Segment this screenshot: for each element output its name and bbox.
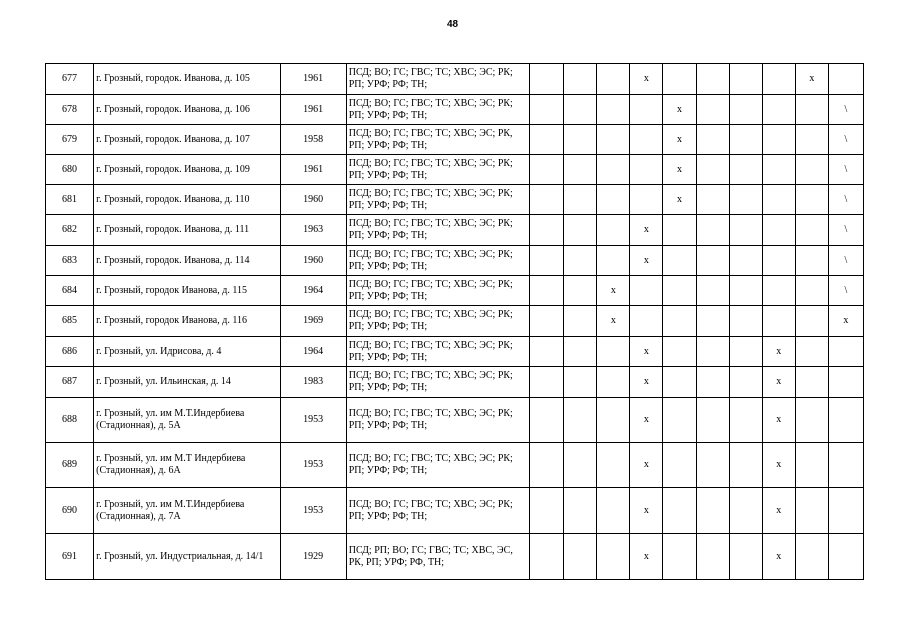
mark-cell: [729, 64, 762, 95]
mark-cell: [762, 125, 795, 155]
table-row: [46, 125, 864, 155]
works-list-cell: ПСД; ВО; ГС; ГВС; ТС; ХВС; ЭС; РК; РП; УРФ; РФ; ТН;: [346, 337, 529, 367]
mark-cell: \: [828, 155, 863, 185]
mark-cell: [530, 337, 564, 367]
mark-cell: [762, 306, 795, 337]
mark-cell: [696, 215, 729, 246]
mark-cell: х: [663, 185, 696, 215]
address-cell: г. Грозный, городок. Иванова, д. 106: [94, 95, 280, 125]
mark-cell: [795, 367, 828, 398]
address-cell: г. Грозный, ул. Индустриальная, д. 14/1: [94, 534, 280, 580]
mark-cell: [530, 488, 564, 534]
mark-cell: [762, 276, 795, 306]
mark-cell: [696, 398, 729, 443]
mark-cell: [597, 215, 630, 246]
works-list-cell: ПСД; ВО; ГС; ГВС; ТС; ХВС; ЭС; РК, РП; УРФ; РФ; ТН;: [346, 125, 529, 155]
mark-cell: х: [597, 306, 630, 337]
mark-cell: х: [630, 534, 663, 580]
mark-cell: [597, 95, 630, 125]
mark-cell: [762, 246, 795, 276]
mark-cell: [597, 398, 630, 443]
mark-cell: [597, 337, 630, 367]
mark-cell: [828, 443, 863, 488]
row-number-cell: 679: [46, 125, 94, 155]
mark-cell: [762, 155, 795, 185]
mark-cell: [663, 276, 696, 306]
mark-cell: [663, 488, 696, 534]
mark-cell: [828, 398, 863, 443]
year-cell: 1953: [280, 488, 346, 534]
mark-cell: [795, 185, 828, 215]
mark-cell: х: [630, 443, 663, 488]
mark-cell: \: [828, 276, 863, 306]
mark-cell: х: [630, 398, 663, 443]
mark-cell: [597, 534, 630, 580]
address-cell: г. Грозный, ул. им М.Т.Индербиева (Стадионная), д. 5А: [94, 398, 280, 443]
mark-cell: х: [597, 276, 630, 306]
mark-cell: [729, 306, 762, 337]
table-row: [46, 215, 864, 246]
mark-cell: [564, 398, 597, 443]
row-number-cell: 686: [46, 337, 94, 367]
mark-cell: [729, 488, 762, 534]
page-number: 48: [446, 19, 459, 30]
mark-cell: [564, 443, 597, 488]
mark-cell: \: [828, 185, 863, 215]
table-row: [46, 443, 864, 488]
mark-cell: [630, 185, 663, 215]
mark-cell: [630, 155, 663, 185]
works-list-cell: ПСД; ВО; ГС; ГВС; ТС; ХВС; ЭС; РК; РП; УРФ; РФ; ТН;: [346, 246, 529, 276]
row-number-cell: 680: [46, 155, 94, 185]
mark-cell: [828, 488, 863, 534]
mark-cell: [729, 155, 762, 185]
mark-cell: [795, 276, 828, 306]
works-list-cell: ПСД; ВО; ГС; ГВС; ТС; ХВС; ЭС; РК; РП; УРФ; РФ; ТН;: [346, 215, 529, 246]
mark-cell: [530, 306, 564, 337]
year-cell: 1964: [280, 337, 346, 367]
mark-cell: [663, 443, 696, 488]
mark-cell: [696, 306, 729, 337]
works-list-cell: ПСД; ВО; ГС; ГВС; ТС; ХВС; ЭС; РК; РП; УРФ; РФ; ТН;: [346, 443, 529, 488]
mark-cell: [663, 534, 696, 580]
row-number-cell: 683: [46, 246, 94, 276]
works-list-cell: ПСД; ВО; ГС; ГВС; ТС; ХВС; ЭС; РК; РП; УРФ; РФ; ТН;: [346, 185, 529, 215]
mark-cell: \: [828, 125, 863, 155]
works-list-cell: ПСД; ВО; ГС; ГВС; ТС; ХВС; ЭС; РК; РП; УРФ; РФ; ТН;: [346, 488, 529, 534]
works-list-cell: ПСД; ВО; ГС; ГВС; ТС; ХВС; ЭС; РК; РП; УРФ; РФ; ТН;: [346, 95, 529, 125]
year-cell: 1953: [280, 443, 346, 488]
mark-cell: [729, 337, 762, 367]
row-number-cell: 678: [46, 95, 94, 125]
address-cell: г. Грозный, ул. Идрисова, д. 4: [94, 337, 280, 367]
table-row: [46, 488, 864, 534]
mark-cell: х: [630, 246, 663, 276]
mark-cell: х: [762, 488, 795, 534]
mark-cell: [530, 534, 564, 580]
mark-cell: [663, 337, 696, 367]
mark-cell: [597, 155, 630, 185]
table-row: [46, 155, 864, 185]
mark-cell: х: [795, 64, 828, 95]
year-cell: 1953: [280, 398, 346, 443]
mark-cell: [696, 488, 729, 534]
mark-cell: [597, 443, 630, 488]
year-cell: 1960: [280, 185, 346, 215]
mark-cell: [564, 534, 597, 580]
mark-cell: [795, 443, 828, 488]
mark-cell: [597, 367, 630, 398]
mark-cell: [696, 155, 729, 185]
mark-cell: [597, 488, 630, 534]
mark-cell: [597, 185, 630, 215]
table-row: [46, 367, 864, 398]
row-number-cell: 687: [46, 367, 94, 398]
mark-cell: [564, 155, 597, 185]
row-number-cell: 689: [46, 443, 94, 488]
mark-cell: х: [663, 125, 696, 155]
works-list-cell: ПСД; ВО; ГС; ГВС; ТС; ХВС; ЭС; РК; РП; УРФ; РФ; ТН;: [346, 398, 529, 443]
mark-cell: [795, 398, 828, 443]
mark-cell: [828, 64, 863, 95]
table-row: [46, 64, 864, 95]
table-row: [46, 246, 864, 276]
year-cell: 1961: [280, 64, 346, 95]
mark-cell: [564, 306, 597, 337]
mark-cell: [696, 246, 729, 276]
row-number-cell: 684: [46, 276, 94, 306]
mark-cell: [795, 306, 828, 337]
row-number-cell: 677: [46, 64, 94, 95]
mark-cell: [564, 215, 597, 246]
mark-cell: [530, 246, 564, 276]
mark-cell: [663, 306, 696, 337]
mark-cell: [564, 276, 597, 306]
row-number-cell: 688: [46, 398, 94, 443]
mark-cell: [696, 337, 729, 367]
mark-cell: х: [762, 367, 795, 398]
row-number-cell: 691: [46, 534, 94, 580]
year-cell: 1958: [280, 125, 346, 155]
address-cell: г. Грозный, городок. Иванова, д. 110: [94, 185, 280, 215]
mark-cell: [696, 276, 729, 306]
mark-cell: \: [828, 215, 863, 246]
mark-cell: [729, 367, 762, 398]
mark-cell: [729, 443, 762, 488]
mark-cell: [564, 64, 597, 95]
mark-cell: [795, 125, 828, 155]
works-list-cell: ПСД; ВО; ГС; ГВС; ТС; ХВС; ЭС; РК; РП; УРФ; РФ; ТН;: [346, 367, 529, 398]
mark-cell: [762, 215, 795, 246]
mark-cell: [762, 95, 795, 125]
mark-cell: [729, 276, 762, 306]
mark-cell: [795, 488, 828, 534]
year-cell: 1963: [280, 215, 346, 246]
mark-cell: х: [630, 337, 663, 367]
address-cell: г. Грозный, городок. Иванова, д. 111: [94, 215, 280, 246]
mark-cell: [530, 215, 564, 246]
mark-cell: [828, 337, 863, 367]
mark-cell: [530, 185, 564, 215]
address-cell: г. Грозный, городок. Иванова, д. 114: [94, 246, 280, 276]
mark-cell: [696, 125, 729, 155]
mark-cell: [530, 276, 564, 306]
mark-cell: [762, 64, 795, 95]
mark-cell: [597, 125, 630, 155]
mark-cell: [630, 306, 663, 337]
mark-cell: [663, 246, 696, 276]
works-list-cell: ПСД; ВО; ГС; ГВС; ТС; ХВС; ЭС; РК; РП; УРФ; РФ; ТН;: [346, 155, 529, 185]
works-list-cell: ПСД; ВО; ГС; ГВС; ТС; ХВС; ЭС; РК; РП; УРФ; РФ; ТН;: [346, 276, 529, 306]
mark-cell: [729, 95, 762, 125]
mark-cell: х: [762, 443, 795, 488]
mark-cell: [729, 246, 762, 276]
mark-cell: х: [663, 95, 696, 125]
address-cell: г. Грозный, городок. Иванова, д. 105: [94, 64, 280, 95]
row-number-cell: 690: [46, 488, 94, 534]
table-row: [46, 185, 864, 215]
address-cell: г. Грозный, городок Иванова, д. 116: [94, 306, 280, 337]
mark-cell: [729, 125, 762, 155]
table-row: [46, 95, 864, 125]
mark-cell: [564, 125, 597, 155]
mark-cell: [828, 367, 863, 398]
table-body: [46, 64, 864, 580]
row-number-cell: 681: [46, 185, 94, 215]
mark-cell: [530, 398, 564, 443]
table-row: [46, 276, 864, 306]
mark-cell: х: [663, 155, 696, 185]
mark-cell: [597, 246, 630, 276]
mark-cell: [828, 534, 863, 580]
mark-cell: х: [630, 215, 663, 246]
mark-cell: [530, 443, 564, 488]
mark-cell: [795, 246, 828, 276]
mark-cell: [729, 534, 762, 580]
mark-cell: [795, 337, 828, 367]
address-cell: г. Грозный, городок. Иванова, д. 109: [94, 155, 280, 185]
table-row: [46, 337, 864, 367]
mark-cell: [696, 443, 729, 488]
works-list-cell: ПСД; ВО; ГС; ГВС; ТС; ХВС; ЭС; РК; РП; УРФ; РФ; ТН;: [346, 64, 529, 95]
mark-cell: [663, 64, 696, 95]
mark-cell: [530, 155, 564, 185]
mark-cell: х: [630, 64, 663, 95]
works-list-cell: ПСД; РП; ВО; ГС; ГВС; ТС; ХВС, ЭС, РК, РП; УРФ; РФ, ТН;: [346, 534, 529, 580]
mark-cell: [564, 185, 597, 215]
year-cell: 1983: [280, 367, 346, 398]
table-row: [46, 398, 864, 443]
mark-cell: [696, 367, 729, 398]
row-number-cell: 685: [46, 306, 94, 337]
mark-cell: [696, 185, 729, 215]
mark-cell: \: [828, 95, 863, 125]
mark-cell: [663, 398, 696, 443]
mark-cell: [530, 64, 564, 95]
mark-cell: х: [762, 534, 795, 580]
address-cell: г. Грозный, ул. им М.Т Индербиева (Стадионная), д. 6А: [94, 443, 280, 488]
mark-cell: [630, 125, 663, 155]
mark-cell: [530, 95, 564, 125]
year-cell: 1929: [280, 534, 346, 580]
mark-cell: [564, 246, 597, 276]
mark-cell: [630, 95, 663, 125]
mark-cell: [530, 367, 564, 398]
mark-cell: х: [630, 367, 663, 398]
mark-cell: \: [828, 246, 863, 276]
mark-cell: [696, 95, 729, 125]
works-list-cell: ПСД; ВО; ГС; ГВС; ТС; ХВС; ЭС; РК; РП; УРФ; РФ; ТН;: [346, 306, 529, 337]
mark-cell: [696, 534, 729, 580]
mark-cell: х: [630, 488, 663, 534]
mark-cell: [597, 64, 630, 95]
year-cell: 1961: [280, 95, 346, 125]
mark-cell: [564, 95, 597, 125]
mark-cell: [564, 488, 597, 534]
mark-cell: [564, 337, 597, 367]
mark-cell: [663, 215, 696, 246]
address-cell: г. Грозный, ул. им М.Т.Индербиева (Стадионная), д. 7А: [94, 488, 280, 534]
mark-cell: [564, 367, 597, 398]
year-cell: 1969: [280, 306, 346, 337]
mark-cell: [795, 95, 828, 125]
mark-cell: [630, 276, 663, 306]
mark-cell: [795, 155, 828, 185]
mark-cell: [729, 185, 762, 215]
housing-registry-table: [45, 63, 864, 580]
mark-cell: [729, 215, 762, 246]
mark-cell: [729, 398, 762, 443]
year-cell: 1960: [280, 246, 346, 276]
table-row: [46, 306, 864, 337]
year-cell: 1961: [280, 155, 346, 185]
mark-cell: х: [762, 398, 795, 443]
mark-cell: [663, 367, 696, 398]
address-cell: г. Грозный, городок. Иванова, д. 107: [94, 125, 280, 155]
mark-cell: [795, 215, 828, 246]
row-number-cell: 682: [46, 215, 94, 246]
mark-cell: х: [762, 337, 795, 367]
mark-cell: [795, 534, 828, 580]
table-row: [46, 534, 864, 580]
address-cell: г. Грозный, городок Иванова, д. 115: [94, 276, 280, 306]
mark-cell: [762, 185, 795, 215]
address-cell: г. Грозный, ул. Ильинская, д. 14: [94, 367, 280, 398]
mark-cell: [530, 125, 564, 155]
year-cell: 1964: [280, 276, 346, 306]
mark-cell: х: [828, 306, 863, 337]
mark-cell: [696, 64, 729, 95]
